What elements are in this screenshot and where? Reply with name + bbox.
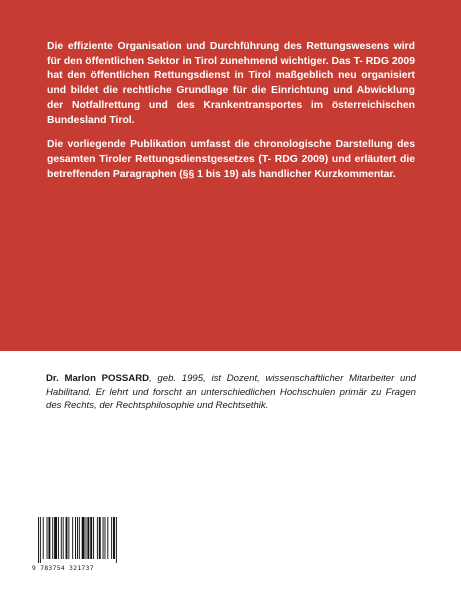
barcode-bar (52, 517, 53, 559)
barcode-bar (87, 517, 89, 559)
barcode-bars (32, 515, 132, 565)
barcode-digits: 9 783754 321737 (32, 565, 94, 572)
barcode-bar (86, 517, 87, 559)
barcode-bar (43, 517, 44, 559)
barcode-bar (111, 517, 112, 559)
barcode-bar (82, 517, 85, 559)
barcode-bar (103, 517, 104, 559)
barcode-bar (54, 517, 57, 559)
barcode-bar (58, 517, 59, 559)
barcode-bar (61, 517, 62, 559)
blurb-paragraph-2: Die vorliegende Publikation umfasst die chronologische Darstellung des gesamten Tiroler Rettungsdienstgesetzes (T- RDG 2009) und erläutert die betreffenden Paragraphen (§§ 1 bis 19) als handlicher Kurzkommentar. (47, 139, 415, 180)
author-bio-block (46, 372, 416, 413)
blurb-text (47, 40, 415, 192)
barcode-bar (113, 517, 115, 559)
barcode-bar (79, 517, 80, 559)
barcode-bar (47, 517, 48, 559)
barcode-bar (116, 517, 117, 563)
barcode-bar (68, 517, 69, 559)
barcode-bar (99, 517, 101, 559)
blurb-paragraph-1: Die effiziente Organisation und Durchführung des Rettungswesens wird für den öffentlichen Sektor in Tirol zunehmend wichtiger. Das T- RDG 2009 hat den öffentlichen Rettungsdienst in Tirol maßgeblich neu organisiert und bildet die rechtliche Grundlage für die Einrichtung und Abwicklung der Notfallrettung und des Krankentransportes im österreichischen Bundesland Tirol. (47, 41, 415, 126)
barcode-bar (40, 517, 41, 563)
barcode-bar (90, 517, 92, 559)
barcode-bar (75, 517, 76, 559)
author-name: Dr. Marlon POSSARD (46, 373, 150, 384)
barcode-bar (72, 517, 73, 559)
barcode-bar (48, 517, 50, 559)
barcode-bar (38, 517, 39, 563)
barcode-bar (107, 517, 108, 559)
barcode-bar (97, 517, 98, 559)
barcode-bar (66, 517, 68, 559)
isbn-barcode (32, 515, 132, 575)
barcode-bar (77, 517, 78, 559)
author-bio: , geb. 1995, ist Dozent, wissenschaftlicher Mitarbeiter und Habilitand. Er lehrt und forscht an unterschiedlichen Hochschulen primär zu Fragen des Rechts, der Rechtsphilosophie und Rechtsethik. (46, 373, 416, 411)
barcode-bar (105, 517, 106, 559)
barcode-bar (93, 517, 94, 559)
barcode-bar (63, 517, 64, 559)
